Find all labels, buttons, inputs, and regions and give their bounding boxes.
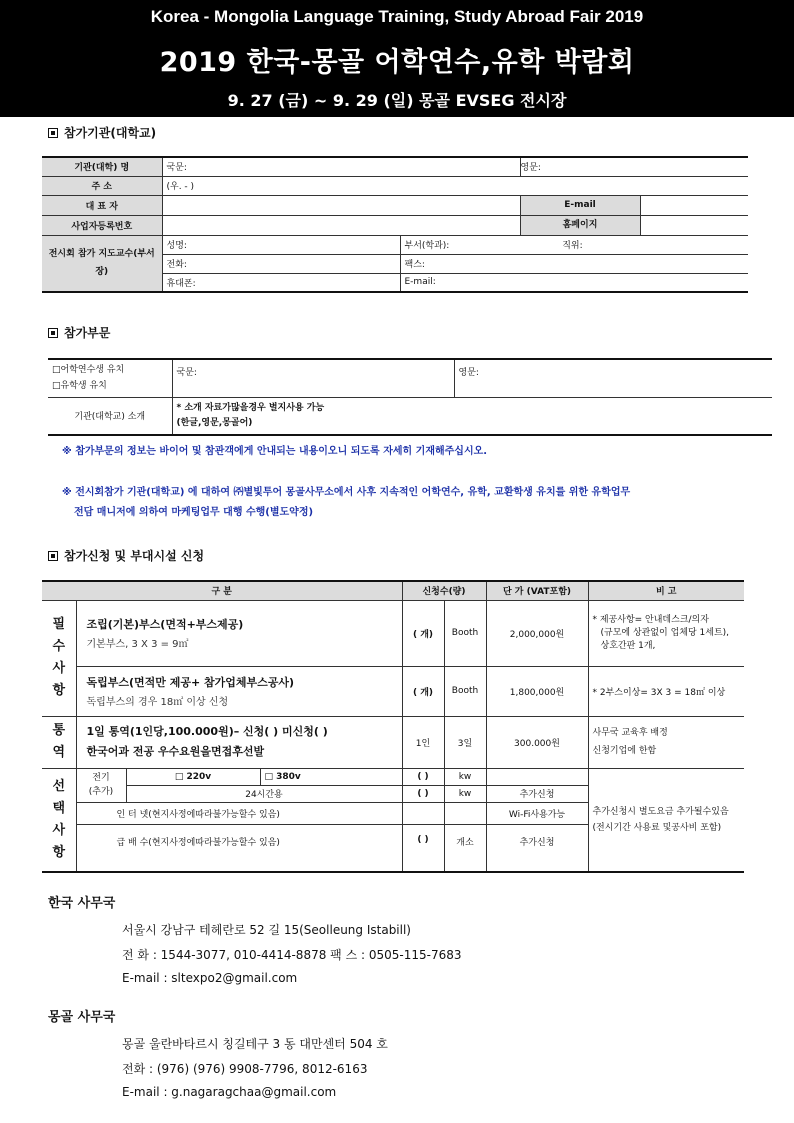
independent-booth-price: 1,800,000원 — [486, 666, 588, 716]
participant-table — [42, 156, 748, 293]
korea-office-phone: 전 화 : 1544-3077, 010-4414-8878 팩 스 : 0505-115-7683 — [122, 948, 462, 962]
application-table — [42, 580, 744, 873]
phone-field[interactable]: 전화: — [162, 254, 400, 273]
title-korean: 2019 한국-몽골 어학연수,유학 박람회 — [159, 47, 635, 78]
internet-unit — [444, 802, 486, 824]
business-number-label: 사업자등록번호 — [42, 215, 162, 235]
section-title-participant: 참가기관(대학교) — [48, 124, 156, 141]
assembled-booth-qty[interactable]: ( 개) — [402, 600, 444, 666]
representative-label: 대 표 자 — [42, 195, 162, 215]
dept-position-field[interactable] — [400, 235, 748, 254]
internet-qty[interactable] — [402, 802, 444, 824]
homepage-field[interactable] — [520, 215, 748, 235]
square-bullet-icon — [48, 551, 58, 561]
position-label: 직위: — [562, 241, 583, 251]
water-price: 추가신청 — [486, 824, 588, 872]
title-english: Korea - Mongolia Language Training, Study Abroad Fair 2019 — [150, 7, 644, 26]
contact-label: 전시회 참가 지도교수(부서장) — [42, 235, 162, 292]
water-unit: 개소 — [444, 824, 486, 872]
assembled-booth-price: 2,000,000원 — [486, 600, 588, 666]
category-note: ※ 참가부문의 정보는 바이어 및 참관객에게 안내되는 내용이오니 되도록 자세히 기재해주십시오. — [62, 446, 488, 457]
water-qty[interactable]: ( ) — [402, 824, 444, 872]
interpreter-item: 1일 통역(1인당,100.000원)– 신청( ) 미신청( ) 한국어과 전공 우수요원을면접후선발 — [76, 716, 402, 768]
assembled-booth-unit: Booth — [444, 600, 486, 666]
interpreter-price: 300.000원 — [486, 716, 588, 768]
power-label: 전기 (추가) — [76, 768, 126, 802]
section-title-application: 참가신청 및 부대시설 신청 — [48, 547, 204, 564]
internet-price: Wi-Fi사용가능 — [486, 802, 588, 824]
english-name-field[interactable]: 영문: — [520, 157, 748, 176]
korea-office-title: 한국 사무국 — [48, 896, 116, 911]
required-label: 필수사항 — [42, 600, 76, 716]
independent-booth-item: 독립부스(면적만 제공+ 참가업체부스공사) 독립부스의 경우 18㎡ 이상 신청 — [76, 666, 402, 716]
category-table — [48, 358, 772, 436]
power-24h-price: 추가신청 — [486, 785, 588, 802]
mobile-field[interactable]: 휴대폰: — [162, 273, 400, 292]
interpreter-qty[interactable]: 1인 — [402, 716, 444, 768]
interpreter-label: 통역 — [42, 716, 76, 768]
intro-field[interactable] — [172, 397, 772, 435]
assembled-booth-remark: * 제공사항= 안내데스크/의자 (규모에 상관없이 업체당 1세트), 상호간판 1개, — [588, 600, 744, 666]
mongolia-office-phone: 전화 : (976) (976) 9908-7796, 8012-6163 — [122, 1062, 368, 1076]
address-field[interactable]: (우. - ) — [162, 176, 748, 195]
korea-office-email[interactable]: E-mail : sltexpo2@gmail.com — [122, 971, 298, 985]
optional-remark: 추가신청시 별도요금 추가될수있음 (전시기간 사용료 및공사비 포함) — [588, 768, 744, 872]
section-title-category: 참가부문 — [48, 324, 110, 341]
interpreter-remark: 사무국 교육후 배정 신청기업에 한함 — [588, 716, 744, 768]
email-field[interactable] — [520, 195, 748, 215]
power-price — [486, 768, 588, 785]
contact-name-field[interactable]: 성명: — [162, 235, 400, 254]
representative-field[interactable] — [162, 195, 520, 215]
power-220-checkbox[interactable]: □ 220v — [126, 768, 260, 785]
page-header — [0, 0, 794, 117]
address-label: 주 소 — [42, 176, 162, 195]
header-price: 단 가 (VAT포함) — [486, 581, 588, 600]
power-24h-qty[interactable]: ( ) — [402, 785, 444, 802]
mongolia-office-email[interactable]: E-mail : g.nagaragchaa@gmail.com — [122, 1085, 337, 1099]
power-unit: kw — [444, 768, 486, 785]
email-label: E-mail — [521, 196, 641, 215]
intro-note: * 소개 자료가많을경우 별지사용 가능 — [176, 402, 325, 413]
fax-field[interactable]: 팩스: — [400, 254, 748, 273]
korean-name-field[interactable]: 국문: — [162, 157, 520, 176]
intro-label: 기관(대학교) 소개 — [48, 397, 172, 435]
mongolia-office — [48, 1006, 388, 1099]
optional-label: 선택사항 — [42, 768, 76, 872]
square-bullet-icon — [48, 128, 58, 138]
date-venue: 9. 27 (금) ~ 9. 29 (일) 몽골 EVSEG 전시장 — [227, 91, 567, 110]
intro-language: (한글,영문,몽골어) — [176, 417, 253, 428]
korea-office-address: 서울시 강남구 테헤란로 52 길 15(Seolleung Istabill) — [122, 923, 411, 937]
mongolia-office-title: 몽골 사무국 — [48, 1010, 116, 1025]
name-label: 기관(대학) 명 — [42, 157, 162, 176]
power-380-checkbox[interactable]: □ 380v — [260, 768, 402, 785]
marketing-note-line1: ※ 전시회참가 기관(대학교) 에 대하여 ㈜별빛투어 몽골사무소에서 사후 지속적인 어학연수, 유학, 교환학생 유치를 위한 유학업무 — [62, 487, 631, 498]
header-remark: 비 고 — [588, 581, 744, 600]
header-category: 구 분 — [42, 581, 402, 600]
power-qty[interactable]: ( ) — [402, 768, 444, 785]
independent-booth-unit: Booth — [444, 666, 486, 716]
language-training-checkbox[interactable]: □어학연수생 유치 — [52, 365, 125, 376]
korea-office — [48, 892, 461, 985]
assembled-booth-item: 조립(기본)부스(면적+부스제공) 기본부스, 3 X 3 = 9㎡ — [76, 600, 402, 666]
power-24h-unit: kw — [444, 785, 486, 802]
interpreter-unit: 3일 — [444, 716, 486, 768]
marketing-note-line2: 전담 매니저에 의하여 마케팅업무 대행 수행(별도약정) — [74, 507, 314, 518]
square-bullet-icon — [48, 328, 58, 338]
dept-label: 부서(학과): — [404, 241, 450, 251]
mongolia-office-address: 몽골 울란바타르시 칭길테구 3 동 대만센터 504 호 — [122, 1037, 388, 1051]
independent-booth-remark: * 2부스이상= 3X 3 = 18㎡ 이상 — [588, 666, 744, 716]
category-options — [48, 359, 172, 397]
homepage-label: 홈페이지 — [521, 216, 641, 235]
category-english-field[interactable]: 영문: — [454, 359, 772, 397]
independent-booth-qty[interactable]: ( 개) — [402, 666, 444, 716]
water-item: 급 배 수(현지사정에따라불가능할수 있음) — [76, 824, 402, 872]
business-number-field[interactable] — [162, 215, 520, 235]
power-24h-item: 24시간용 — [126, 785, 402, 802]
category-korean-field[interactable]: 국문: — [172, 359, 454, 397]
study-abroad-checkbox[interactable]: □유학생 유치 — [52, 381, 107, 392]
internet-item: 인 터 넷(현지사정에따라불가능할수 있음) — [76, 802, 402, 824]
header-qty: 신청수(량) — [402, 581, 486, 600]
contact-email-field[interactable]: E-mail: — [400, 273, 748, 292]
